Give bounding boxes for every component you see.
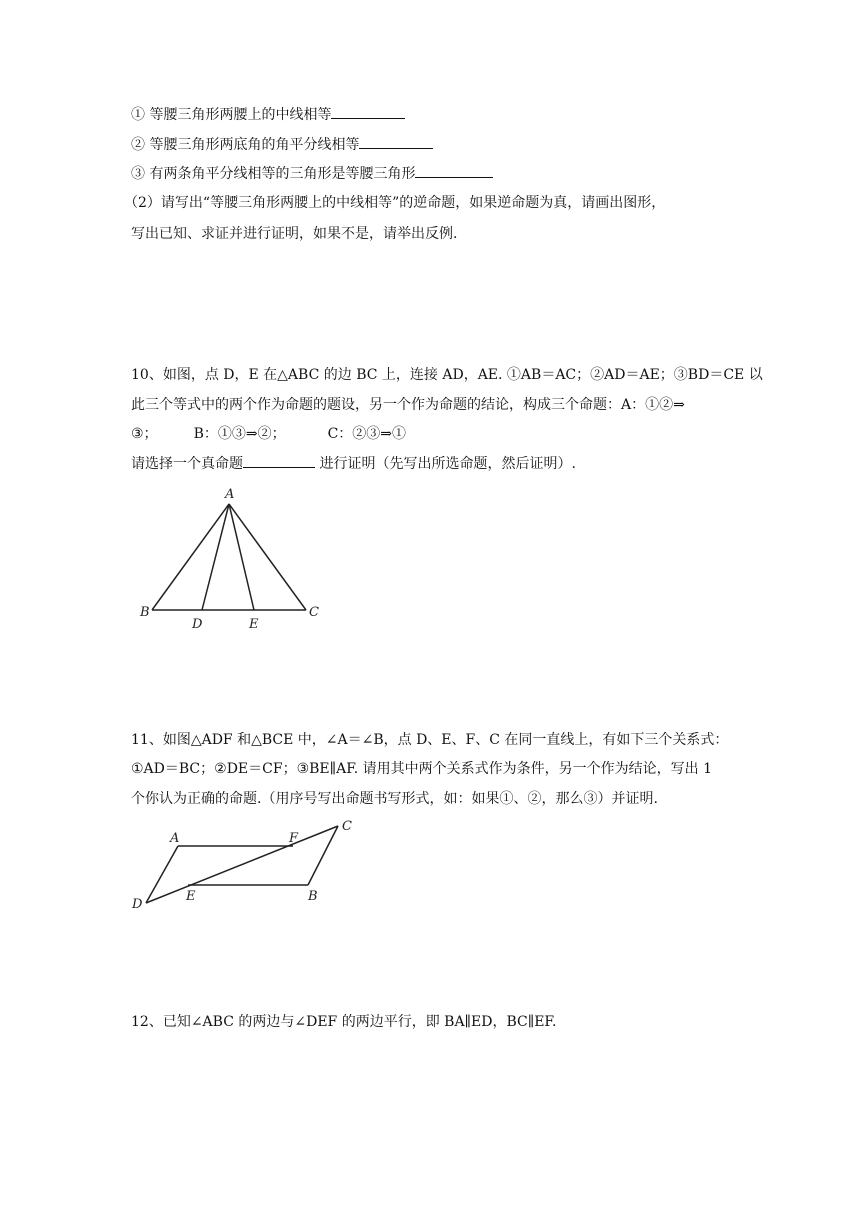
label-d: D [132,897,143,912]
q9-item-2: ② 等腰三角形两底角的角平分线相等 [131,134,433,155]
label-d: D [192,617,203,632]
label-e: E [249,617,259,632]
segment-ad [146,846,178,903]
label-a: A [225,487,235,502]
segment-ab [152,504,229,610]
answer-blank[interactable] [359,134,433,149]
q10-line3 [131,424,406,444]
answer-blank[interactable] [331,104,405,119]
q9-item-1: ① 等腰三角形两腰上的中线相等 [131,104,405,125]
q12-line1: 12、已知∠ABC 的两边与∠DEF 的两边平行，即 BA∥ED，BC∥EF. [131,1014,557,1030]
label-e: E [186,889,196,904]
segment-ae [229,504,254,610]
q10-line2: 此三个等式中的两个作为命题的题设，另一个作为命题的结论，构成三个命题：A：①②⇒ [131,397,685,413]
q9-item-3: ③ 有两条角平分线相等的三角形是等腰三角形 [131,163,493,184]
label-a: A [170,831,180,846]
segment-ac [229,504,306,610]
q11-line3: 个你认为正确的命题.（用序号写出命题书写形式，如：如果①、②，那么③）并证明. [131,791,658,807]
q11-figure [128,814,368,914]
q10-line1: 10、如图，点 D，E 在△ABC 的边 BC 上，连接 AD，AE. ①AB＝AC；②AD＝AE；③BD＝CE 以 [131,367,763,383]
answer-blank[interactable] [415,163,493,178]
q10-line4: 请选择一个真命题 进行证明（先写出所选命题，然后证明）. [131,453,576,474]
segment-ad [202,504,229,610]
label-b: B [308,889,318,904]
answer-blank[interactable] [243,453,315,468]
label-b: B [140,605,150,620]
q10-figure [130,482,330,632]
q9-part2-line2: 写出已知、求证并进行证明，如果不是，请举出反例. [131,226,458,242]
label-c: C [309,605,319,620]
q9-part2-line1: （2）请写出“等腰三角形两腰上的中线相等”的逆命题，如果逆命题为真，请画出图形， [124,195,666,211]
q10-option-c: C：②③⇒① [327,426,407,442]
q10-option-a-tail: ③； [131,426,158,442]
q10-option-b: B：①③⇒②； [193,426,286,442]
q11-line1: 11、如图△ADF 和△BCE 中，∠A＝∠B，点 D、E、F、C 在同一直线上，有如下三个关系式： [131,732,729,748]
label-f: F [289,831,299,846]
q11-line2: ①AD＝BC；②DE＝CF；③BE∥AF. 请用其中两个关系式作为条件，另一个作为结论，写出 1 [131,761,712,777]
label-c: C [342,819,352,834]
segment-bc [308,826,338,885]
